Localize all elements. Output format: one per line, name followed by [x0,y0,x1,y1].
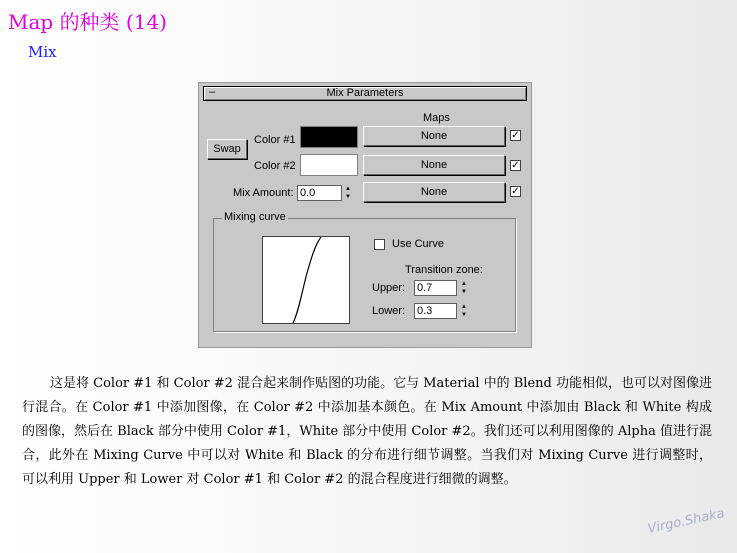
use-curve-checkbox[interactable] [374,239,385,250]
rollout-header[interactable] [203,86,527,101]
color1-label: Color #1 [254,134,296,146]
lower-spinner[interactable] [414,303,472,319]
mix-amount-map-button[interactable]: None [363,182,505,202]
mix-amount-map-checkbox[interactable]: ✓ [511,186,520,197]
color2-map-checkbox[interactable]: ✓ [511,160,520,171]
lower-label: Lower: [372,305,406,317]
collapse-icon[interactable]: – [209,86,216,98]
signature: Virgo.Shaka [646,506,726,537]
color2-swatch[interactable] [300,154,358,176]
maps-label: Maps [423,112,450,124]
slide-title: Map 的种类 (14) [8,10,167,34]
upper-label: Upper: [372,282,406,294]
color2-label: Color #2 [254,160,296,172]
rollout-title: Mix Parameters [326,87,404,99]
mixing-curve-line [263,237,349,323]
color1-map-checkbox[interactable]: ✓ [511,130,520,141]
mixing-curve-group [213,211,516,332]
spinner-arrows-icon[interactable]: ▲ ▼ [461,304,467,318]
upper-spinner[interactable] [414,280,472,296]
mix-amount-label: Mix Amount: [233,187,294,199]
color2-map-button[interactable]: None [363,155,505,175]
mix-parameters-panel [198,82,532,348]
color1-map-button[interactable]: None [363,126,505,146]
lower-input[interactable]: 0.3 [414,303,457,319]
upper-input[interactable]: 0.7 [414,280,457,296]
slide-subtitle: Mix [28,43,57,61]
mixing-curve-label: Mixing curve [224,211,286,223]
use-curve-label: Use Curve [392,238,444,250]
description-body: 这是将 Color #1 和 Color #2 混合起来制作贴图的功能。它与 Material 中的 Blend 功能相似，也可以对图像进行混合。在 Color #1 中添加图像，在 Color #2 中添加基本颜色。在 Mix Amount 中添加由 Black 和 White 构成的图像，然后在 Black 部分中使用 Color #1，White 部分中使用 Color #2。我们还可以利用图像的 Alpha 值进行混合，此外在 Mixing Curve 中可以对 White 和 Black 的分布进行细节调整。当我们对 Mixing Curve 进行调整时，可以利用 Upper 和 Lower 对 Color #1 和 Color #2 的混合程度进行细微的调整。 [22,376,712,487]
transition-zone-label: Transition zone: [405,264,483,276]
mix-amount-spinner[interactable] [297,185,355,201]
description-text [22,372,712,492]
swap-button[interactable]: Swap [207,139,247,159]
mix-amount-input[interactable]: 0.0 [297,185,342,201]
spinner-arrows-icon[interactable]: ▲ ▼ [461,281,467,295]
curve-graph [262,236,350,324]
color1-swatch[interactable] [300,126,358,148]
spinner-arrows-icon[interactable]: ▲ ▼ [345,186,351,200]
